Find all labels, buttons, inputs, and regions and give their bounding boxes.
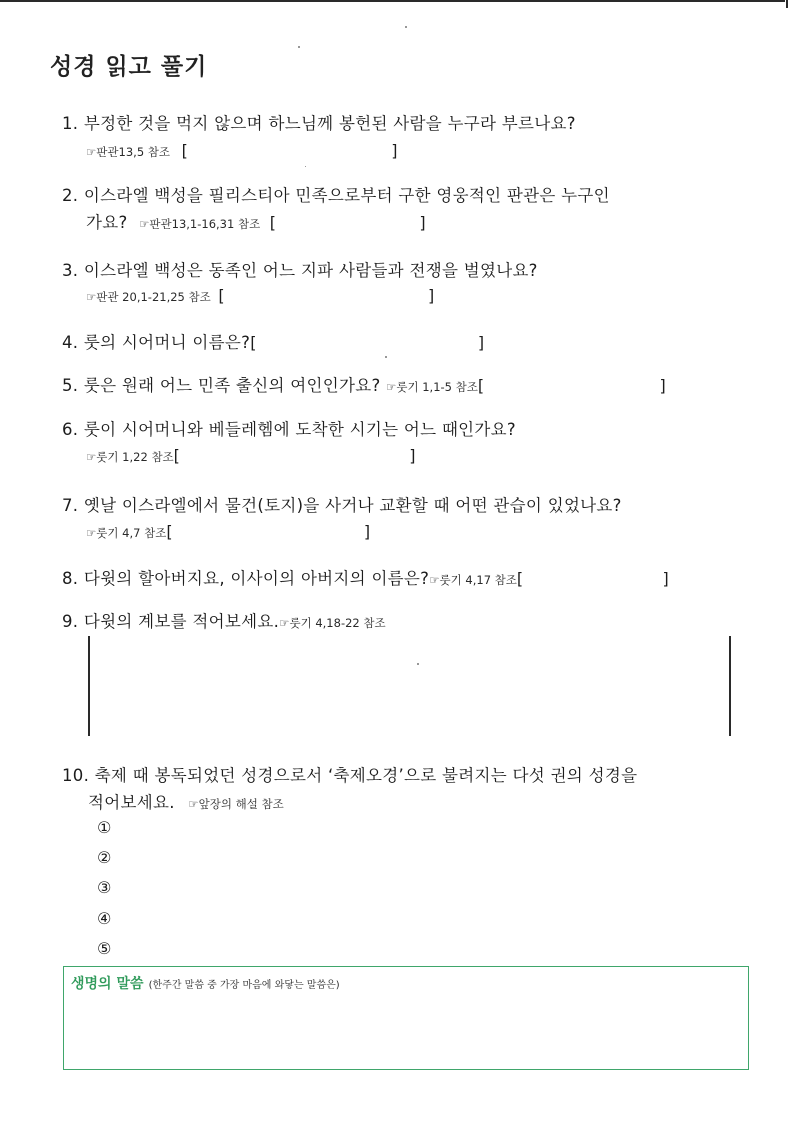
list-marker: ③ [97, 878, 112, 897]
answer-bracket-open: [ [181, 141, 188, 160]
question-number: 7. [62, 496, 79, 515]
question-2 [62, 182, 610, 206]
answer-item-1[interactable] [97, 818, 111, 837]
answer-item-4[interactable] [97, 909, 111, 928]
question-5 [62, 372, 666, 396]
answer-bracket-open: [ [269, 213, 277, 232]
list-marker: ① [97, 818, 112, 837]
question-number: 1. [62, 114, 79, 133]
scripture-reference: ☞룻기 4,18-22 참조 [279, 616, 386, 630]
question-7-reference-line [86, 522, 370, 541]
question-10 [62, 762, 637, 786]
answer-bracket-close: ] [409, 446, 416, 465]
question-text: 다윗의 할아버지요, 이사이의 아버지의 이름은? [83, 569, 430, 588]
answer-item-5[interactable] [97, 939, 111, 958]
genealogy-answer-area[interactable] [92, 638, 726, 734]
scripture-reference: ☞판관13,5 참조 [86, 145, 171, 159]
question-text: 이스라엘 백성은 동족인 어느 지파 사람들과 전쟁을 벌였나요? [83, 261, 538, 280]
answer-bracket-open: [ [477, 376, 485, 395]
answer-bracket-close: ] [419, 213, 426, 232]
top-corner-tick [786, 0, 788, 8]
word-of-life-title: 생명의 말씀 [71, 976, 144, 992]
scan-speck [385, 356, 387, 358]
word-of-life-box[interactable] [63, 966, 749, 1070]
answer-bracket-close: ] [662, 569, 670, 588]
question-6 [62, 416, 516, 440]
question-number: 3. [62, 261, 79, 280]
word-of-life-heading [71, 973, 340, 993]
question-text-continued: 적어보세요. [88, 793, 175, 812]
question-1-reference-line [86, 141, 397, 160]
scripture-reference: ☞룻기 1,1-5 참조 [386, 380, 478, 394]
question-text: 축제 때 봉독되었던 성경으로서 ‘축제오경’으로 불려지는 다섯 권의 성경을 [94, 766, 638, 785]
scripture-reference: ☞판관13,1-16,31 참조 [139, 217, 261, 231]
scan-speck [298, 46, 300, 48]
answer-bracket-open: [ [218, 286, 225, 305]
top-border-line [0, 0, 785, 2]
list-marker: ④ [97, 909, 112, 928]
question-number: 5. [62, 376, 79, 395]
question-text: 룻은 원래 어느 민족 출신의 여인인가요? [83, 376, 381, 395]
question-4 [62, 329, 484, 353]
question-3 [62, 257, 538, 281]
answer-bracket-close: ] [477, 333, 485, 352]
answer-bracket-close: ] [659, 376, 667, 395]
answer-bracket-open: [ [166, 522, 173, 541]
scripture-reference: ☞판관 20,1-21,25 참조 [86, 290, 211, 304]
answer-bracket-close: ] [427, 286, 435, 305]
answer-bracket-open: [ [250, 333, 257, 352]
list-marker: ⑤ [97, 939, 112, 958]
page-title: 성경 읽고 풀기 [50, 54, 208, 80]
scripture-reference: ☞앞장의 해설 참조 [188, 797, 284, 811]
question-text: 룻의 시어머니 이름은? [83, 333, 251, 352]
question-text: 부정한 것을 먹지 않으며 하느님께 봉헌된 사람을 누구라 부르나요? [83, 114, 576, 133]
scan-speck [305, 166, 306, 167]
question-text: 다윗의 계보를 적어보세요. [83, 612, 280, 631]
list-marker: ② [97, 848, 112, 867]
question-6-reference-line [86, 446, 415, 465]
question-1 [62, 110, 576, 134]
genealogy-answer-right-bracket [729, 636, 731, 736]
question-10-line-2 [88, 789, 284, 813]
question-number: 4. [62, 333, 79, 352]
scripture-reference: ☞룻기 1,22 참조 [86, 450, 174, 464]
question-number: 2. [62, 186, 79, 205]
question-7 [62, 492, 622, 516]
question-text: 옛날 이스라엘에서 물건(토지)을 사거나 교환할 때 어떤 관습이 있었나요? [83, 496, 622, 515]
scripture-reference: ☞룻기 4,7 참조 [86, 526, 167, 540]
question-3-reference-line [86, 286, 434, 305]
question-number: 9. [62, 612, 79, 631]
scan-speck [405, 26, 407, 28]
genealogy-answer-left-bracket [88, 636, 90, 736]
question-text: 룻이 시어머니와 베들레헴에 도착한 시기는 어느 때인가요? [83, 420, 516, 439]
question-9 [62, 608, 386, 632]
question-2-line-2 [86, 209, 426, 233]
answer-item-3[interactable] [97, 878, 111, 897]
question-8 [62, 565, 669, 589]
scan-speck [417, 663, 419, 665]
answer-bracket-open: [ [173, 446, 180, 465]
answer-bracket-close: ] [391, 141, 398, 160]
word-of-life-note: (한주간 말씀 중 가장 마음에 와닿는 말씀은) [148, 980, 340, 991]
answer-bracket-close: ] [363, 522, 371, 541]
question-number: 6. [62, 420, 79, 439]
answer-bracket-open: [ [516, 569, 524, 588]
answer-item-2[interactable] [97, 848, 111, 867]
question-number: 8. [62, 569, 79, 588]
question-number: 10. [62, 766, 90, 785]
question-text-continued: 가요? [86, 213, 128, 232]
question-text: 이스라엘 백성을 필리스티아 민족으로부터 구한 영웅적인 판관은 누구인 [83, 186, 610, 205]
scripture-reference: ☞룻기 4,17 참조 [429, 573, 517, 587]
